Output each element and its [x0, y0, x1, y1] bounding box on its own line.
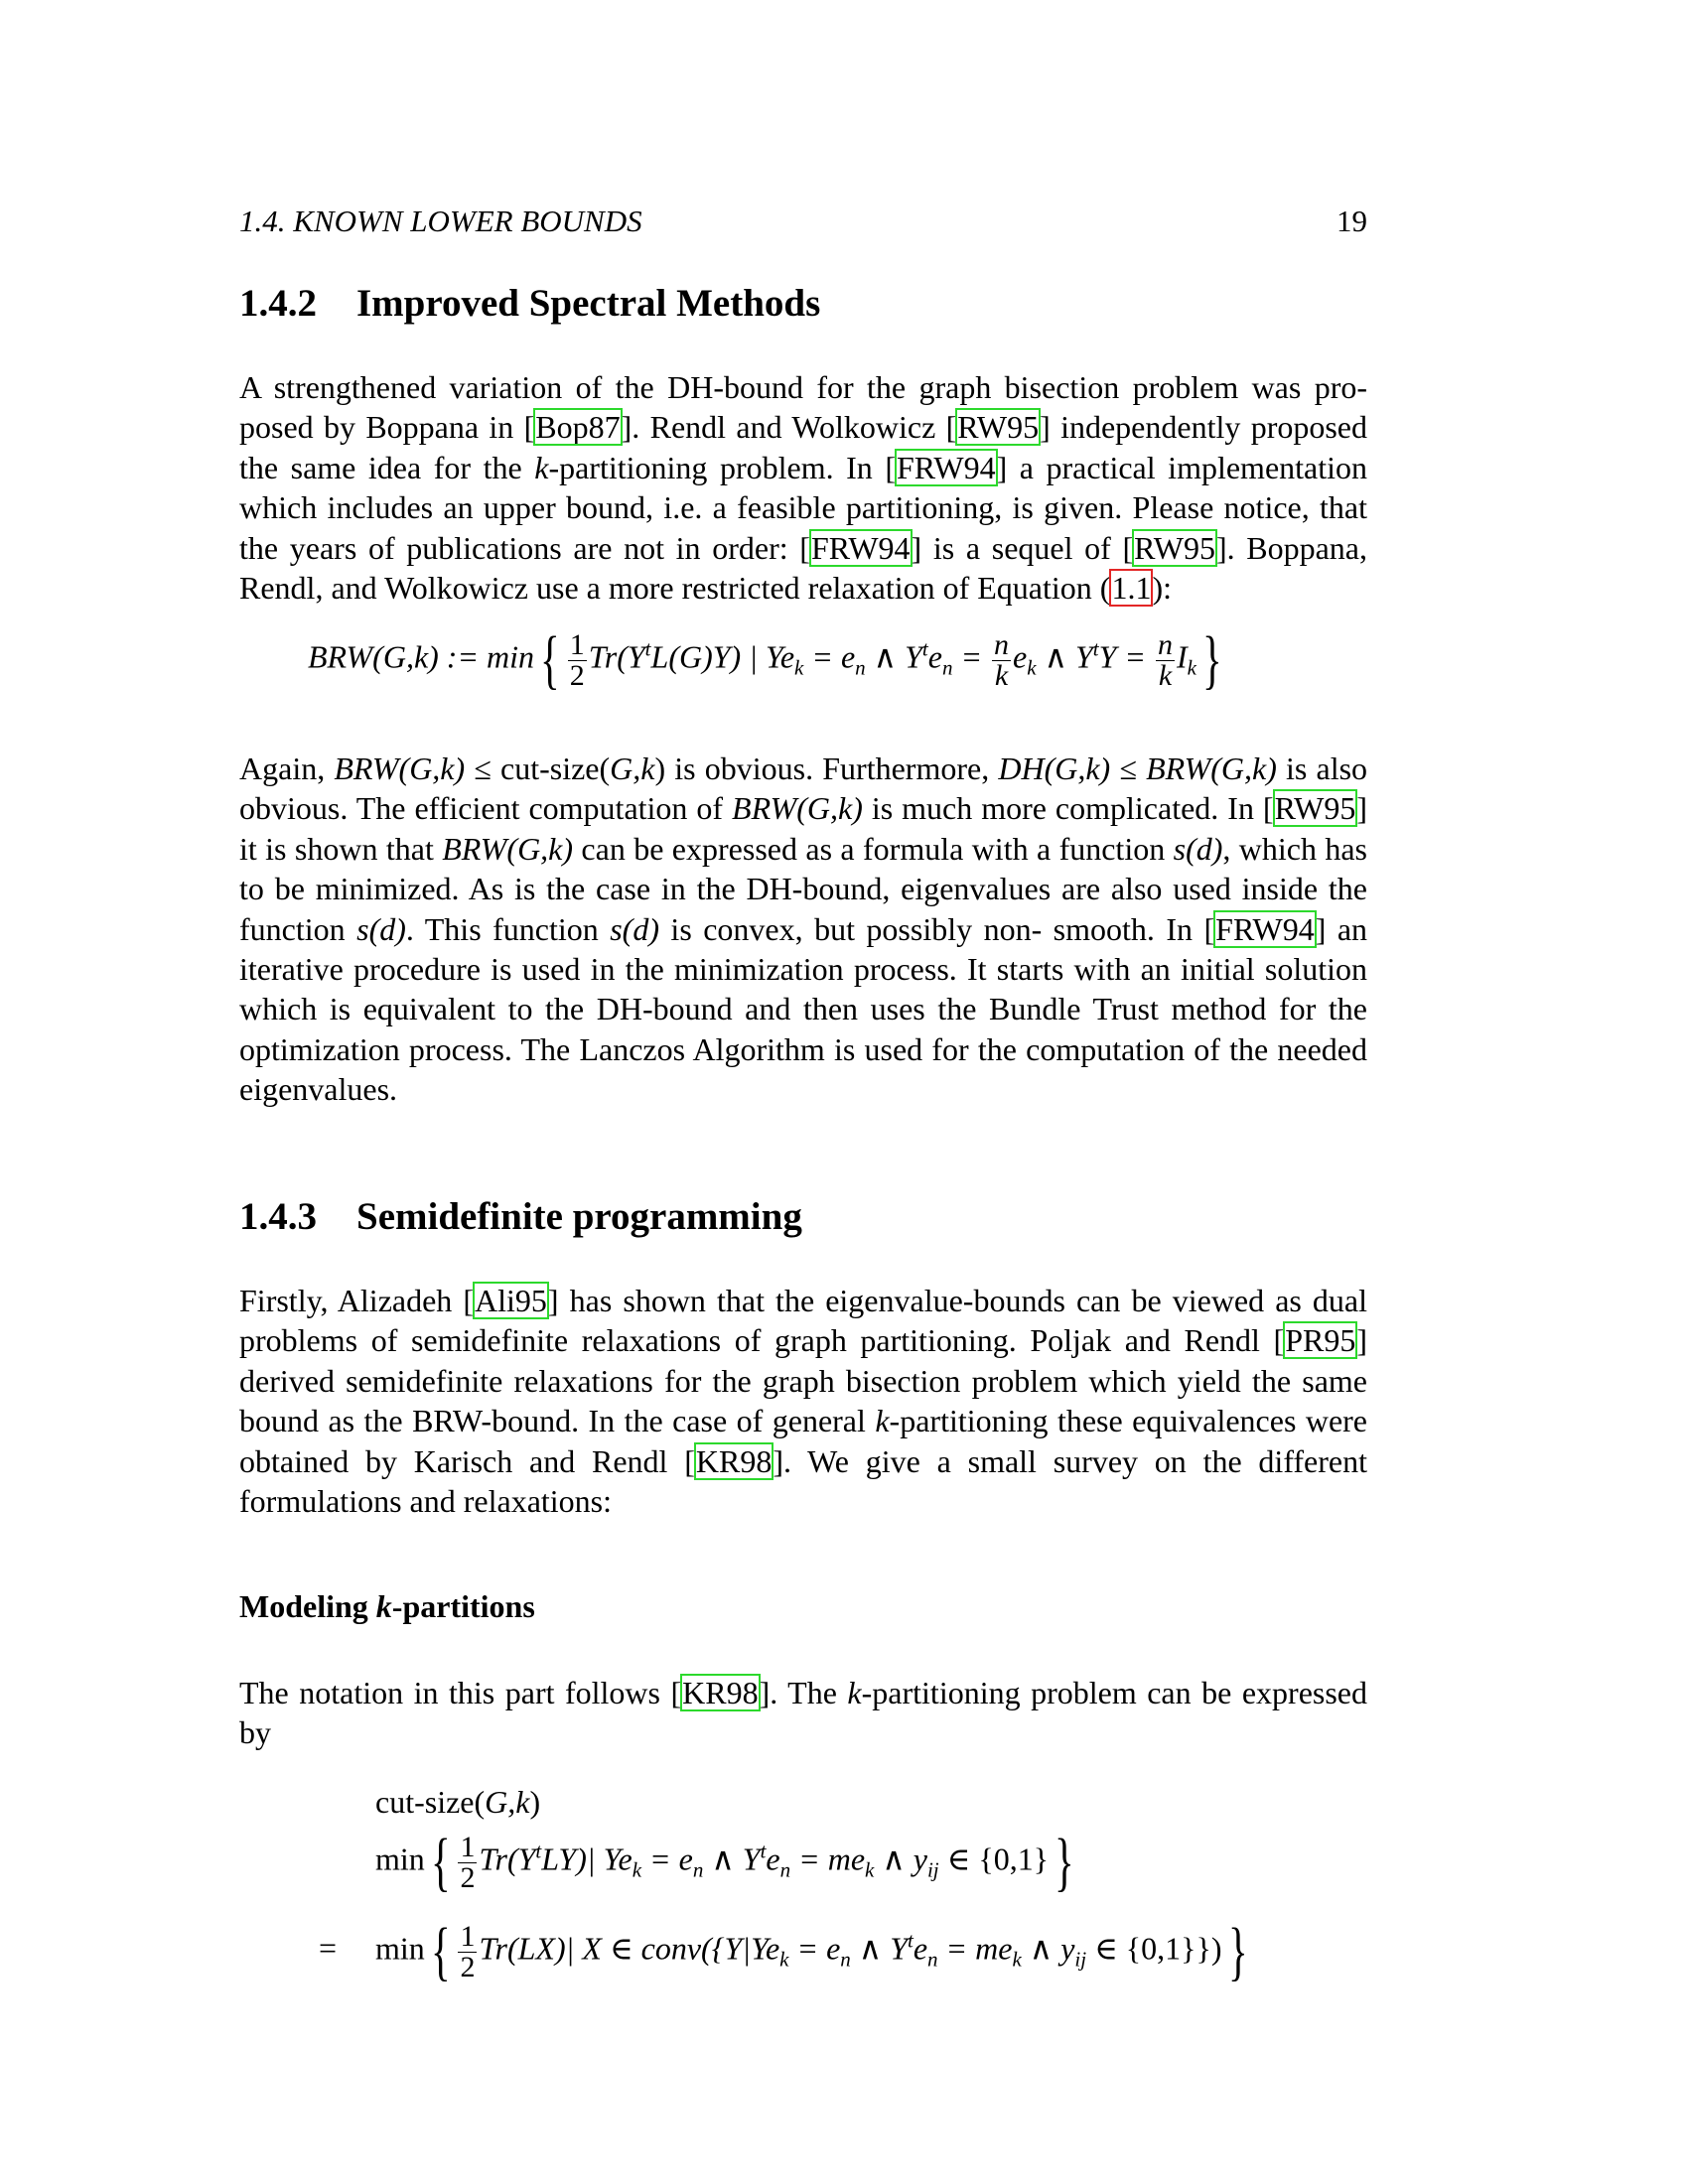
text: ≤ cut-size(	[465, 751, 611, 786]
eq-part: LY)| Ye	[541, 1841, 633, 1877]
eq-part: I	[1177, 638, 1188, 675]
math-inline: BRW(G,k)	[442, 830, 574, 867]
eq-equals: =	[319, 1930, 338, 1967]
left-brace: {	[430, 1915, 451, 1987]
denominator: 2	[460, 1860, 476, 1894]
citation-link[interactable]: RW95	[1274, 790, 1356, 827]
denominator: 2	[569, 658, 585, 692]
eq-part: Tr(Y	[588, 638, 645, 675]
fraction-half	[458, 1830, 477, 1894]
citation-link[interactable]: PR95	[1285, 1322, 1356, 1359]
text: ]. Boppana, Rendl, and Wolkowicz use a more restricted relaxation of Equation (	[239, 529, 1368, 607]
heading-part: Modeling	[239, 1588, 376, 1624]
eq-part: ∧ Y	[1036, 638, 1093, 675]
eq-sub: n	[692, 1857, 704, 1882]
text: is much more complicated. In [	[862, 790, 1274, 827]
math-inline: s(d)	[356, 910, 406, 947]
math-inline: BRW(G,k)	[1146, 751, 1277, 786]
eq-part: ∧ y	[1021, 1930, 1075, 1967]
section-title: Improved Spectral Methods	[356, 282, 821, 325]
eq-sub: k	[1027, 655, 1037, 680]
section-number: 1.4.2	[239, 282, 317, 325]
eq-part: =	[952, 638, 991, 675]
equation-link[interactable]: 1.1	[1111, 570, 1152, 607]
text: ]. We give a small survey on the different formulations and relaxations:	[239, 1442, 1368, 1520]
text: ] derived semidefinite relaxations for the graph bisection problem which yield the same bound as the BRW-bound. In the case of general	[239, 1322, 1367, 1439]
section-number: 1.4.3	[239, 1195, 317, 1238]
section-title: Semidefinite programming	[356, 1195, 802, 1238]
eq-part: ∧ Y	[703, 1841, 761, 1877]
eq-part: Tr(Y	[479, 1841, 536, 1877]
numerator: 1	[460, 1830, 476, 1863]
heading-math-k: k	[375, 1588, 392, 1624]
eq-sub: k	[794, 655, 804, 680]
eq-sup: t	[921, 636, 928, 661]
running-header	[239, 204, 1367, 239]
text: can be expressed as a formula with a function	[573, 830, 1174, 867]
text: Firstly, Alizadeh [	[239, 1283, 475, 1318]
numerator: n	[1158, 627, 1174, 661]
eq-part: ∧ Y	[850, 1930, 908, 1967]
eq-sub: n	[927, 1947, 938, 1972]
text: Again,	[239, 751, 335, 786]
eq-sub: ij	[926, 1857, 939, 1882]
eq-sup: t	[760, 1839, 767, 1863]
paragraph-spectral-intro	[239, 367, 1367, 608]
math-inline: BRW(G,k)	[732, 790, 863, 827]
denominator: 2	[460, 1950, 476, 1983]
text: ]. The	[759, 1675, 848, 1710]
text: A strengthened variation of the DH-bound for the graph bisection problem was pro- posed by Boppana in [	[239, 369, 1367, 446]
eq-part: = e	[788, 1930, 841, 1967]
heading-part: -partitions	[391, 1588, 535, 1624]
text: ] is a sequel of [	[911, 529, 1134, 566]
section-heading-1-4-2	[239, 281, 820, 326]
citation-link[interactable]: FRW94	[896, 449, 996, 485]
fraction-n-k	[992, 627, 1011, 692]
eq-line-min-1	[375, 1826, 1080, 1898]
eq-part: ∧ y	[874, 1841, 927, 1877]
eq-part: Y =	[1098, 638, 1155, 675]
eq-sub: k	[865, 1857, 875, 1882]
text: is convex, but possibly non- smooth. In [	[658, 910, 1215, 947]
left-brace: {	[430, 1826, 451, 1898]
eq-lhs: BRW(G,k) := min	[308, 638, 535, 675]
citation-link[interactable]: Bop87	[535, 409, 621, 446]
eq-sub: n	[855, 655, 866, 680]
text: ] it is shown that	[239, 790, 1368, 867]
eq-sup: t	[1092, 636, 1099, 661]
text: . This function	[405, 910, 611, 947]
right-brace: }	[1055, 1826, 1074, 1898]
eq-sub: n	[840, 1947, 851, 1972]
citation-link[interactable]: KR98	[695, 1442, 773, 1479]
header-section-title: 1.4. KNOWN LOWER BOUNDS	[239, 204, 642, 238]
numerator: 1	[569, 627, 585, 661]
eq-line-cutsize	[375, 1784, 540, 1821]
eq-part: L(G)Y) | Ye	[650, 638, 795, 675]
math-inline: s(d)	[610, 910, 659, 947]
citation-link[interactable]: Ali95	[475, 1283, 547, 1318]
text: ] has shown that the eigenvalue-bounds can be viewed as dual problems of semidefinite relaxations of graph partitioning. Poljak and Rendl [	[239, 1283, 1368, 1359]
eq-sub: n	[941, 655, 953, 680]
math-inline: DH(G,k)	[998, 751, 1111, 786]
eq-part: ∧ Y	[865, 638, 922, 675]
eq-sub: n	[779, 1857, 791, 1882]
text: ] an iterative procedure is used in the minimization process. It starts with an initial solution which is equivalent to the DH-bound and then uses the Bundle Trust method for the optimization process. The Lanczos Algorithm is used for the computation of the needed eigenvalues.	[239, 910, 1368, 1108]
denominator: k	[1156, 660, 1175, 691]
citation-link[interactable]: RW95	[1134, 529, 1215, 566]
text: -partitioning problem can be expressed by	[239, 1675, 1368, 1751]
fraction-n-k	[1156, 627, 1175, 692]
text: ≤	[1110, 751, 1147, 786]
fraction-half	[568, 627, 587, 692]
eq-sup: t	[908, 1928, 914, 1953]
denominator: k	[992, 660, 1011, 691]
math-k: k	[875, 1403, 890, 1439]
paragraph-notation	[239, 1673, 1367, 1753]
left-brace: {	[540, 623, 560, 696]
right-brace: }	[1202, 623, 1222, 696]
math-k: k	[534, 449, 549, 485]
eq-part: Tr(LX)| X ∈ conv({Y|Ye	[479, 1930, 780, 1967]
math-k: k	[847, 1675, 862, 1710]
eq-part: e	[927, 638, 942, 675]
eq-sub: k	[1187, 655, 1196, 680]
math-inline: BRW(G,k)	[334, 751, 466, 786]
paragraph-brw-computation	[239, 749, 1367, 1110]
eq-sup: t	[535, 1839, 542, 1863]
eq-part: = e	[803, 638, 856, 675]
eq-part: e	[1013, 638, 1028, 675]
eq-line-min-2	[319, 1915, 1253, 1987]
fraction-half	[458, 1919, 477, 1983]
text: , which has to be minimized. As is the case in the DH-bound, eigenvalues are also used inside the function	[239, 830, 1368, 947]
eq-part: cut-size(	[375, 1784, 486, 1820]
citation-link[interactable]: FRW94	[810, 529, 911, 566]
citation-link[interactable]: RW95	[957, 409, 1040, 446]
citation-link[interactable]: FRW94	[1215, 910, 1315, 947]
text: -partitioning problem. In [	[548, 449, 896, 485]
right-brace: }	[1227, 1915, 1248, 1987]
subsection-heading-modeling	[239, 1588, 535, 1625]
eq-part: ∈ {0,1}	[938, 1841, 1050, 1877]
eq-sub: k	[632, 1857, 642, 1882]
eq-sub: k	[779, 1947, 789, 1972]
eq-part: = me	[790, 1841, 866, 1877]
eq-sub: k	[1012, 1947, 1022, 1972]
eq-sup: t	[644, 636, 651, 661]
eq-min: min	[375, 1930, 425, 1967]
paragraph-semidefinite-intro	[239, 1281, 1367, 1521]
text: ]. Rendl and Wolkowicz [	[621, 409, 957, 446]
text: is also obvious. The efficient computation of	[239, 751, 1368, 827]
eq-part: G,k	[485, 1784, 530, 1820]
eq-part: ∈ {0,1}})	[1086, 1930, 1222, 1967]
math-inline: s(d)	[1173, 830, 1223, 867]
eq-min: min	[375, 1841, 425, 1877]
text: -partitioning these equivalences were obtained by Karisch and Rendl [	[239, 1403, 1368, 1479]
citation-link[interactable]: KR98	[682, 1675, 759, 1710]
eq-part: )	[529, 1784, 541, 1820]
text: ):	[1152, 570, 1172, 607]
text: ] independently proposed the same idea for the	[239, 409, 1367, 485]
section-heading-1-4-3	[239, 1194, 802, 1239]
numerator: n	[994, 627, 1010, 661]
numerator: 1	[460, 1919, 476, 1953]
text: The notation in this part follows [	[239, 1675, 682, 1710]
equation-brw	[308, 623, 1228, 696]
text: ] a practical implementation which includes an upper bound, i.e. a feasible partitioning, is given. Please notice, that the years of publications are not in order: [	[239, 449, 1368, 566]
eq-part: = me	[937, 1930, 1013, 1967]
eq-part: e	[766, 1841, 780, 1877]
math-inline: G,k	[610, 751, 655, 786]
eq-part: e	[913, 1930, 928, 1967]
eq-part: = e	[641, 1841, 693, 1877]
page-number: 19	[1336, 204, 1367, 238]
text: ) is obvious. Furthermore,	[654, 751, 999, 786]
eq-sub: ij	[1074, 1947, 1087, 1972]
